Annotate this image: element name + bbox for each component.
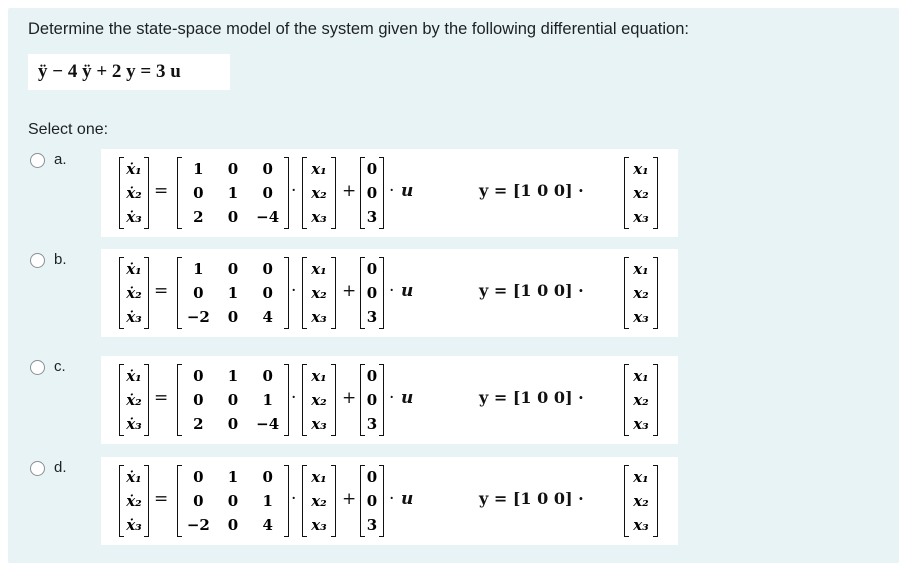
matrix-entry: −4 xyxy=(256,208,280,226)
differential-equation: ÿ − 4 ÿ + 2 y = 3 u xyxy=(28,54,230,90)
vector-entry: x₂ xyxy=(633,284,649,302)
vector-entry: x₂ xyxy=(311,184,327,202)
output-state-vector xyxy=(628,257,654,329)
radio-button[interactable] xyxy=(30,253,45,268)
vector-entry: 3 xyxy=(366,308,378,326)
matrix-entry: 0 xyxy=(262,284,273,302)
dot-sign: · xyxy=(291,181,297,201)
output-equation-prefix: y = [1 0 0] · xyxy=(479,489,584,508)
state-derivative-vector xyxy=(123,364,145,436)
matrix-entry: 0 xyxy=(227,208,239,226)
state-vector xyxy=(306,465,332,537)
vector-entry: ẋ₁ xyxy=(126,160,142,178)
option-letter: a. xyxy=(54,151,67,168)
state-derivative-vector xyxy=(123,465,145,537)
vector-entry: 0 xyxy=(366,184,378,202)
dot-sign: · xyxy=(389,489,395,509)
vector-entry: x₃ xyxy=(311,308,327,326)
vector-entry: 0 xyxy=(366,160,378,178)
matrix-entry: 1 xyxy=(227,184,239,202)
vector-entry: x₁ xyxy=(311,160,327,178)
system-matrix xyxy=(181,157,285,229)
matrix-entry: −2 xyxy=(186,516,210,534)
vector-entry: 0 xyxy=(366,492,378,510)
matrix-entry: 0 xyxy=(227,308,239,326)
matrix-entry: 1 xyxy=(227,284,239,302)
vector-entry: ẋ₂ xyxy=(126,184,142,202)
matrix-entry: −2 xyxy=(186,308,210,326)
system-matrix xyxy=(181,465,285,537)
dot-sign: · xyxy=(389,281,395,301)
answer-option[interactable] xyxy=(8,356,899,446)
matrix-entry: 2 xyxy=(193,415,204,433)
vector-entry: x₂ xyxy=(311,492,327,510)
vector-entry: x₃ xyxy=(633,415,649,433)
vector-entry: x₃ xyxy=(633,308,649,326)
vector-entry: ẋ₁ xyxy=(126,468,142,486)
vector-entry: ẋ₁ xyxy=(126,367,142,385)
option-letter: b. xyxy=(54,251,67,268)
state-derivative-vector xyxy=(123,157,145,229)
input-vector xyxy=(364,257,380,329)
vector-entry: x₂ xyxy=(311,391,327,409)
vector-entry: x₂ xyxy=(633,184,649,202)
answer-option[interactable] xyxy=(8,149,899,239)
equals-sign: = xyxy=(154,489,169,509)
matrix-entry: 4 xyxy=(262,308,273,326)
question-text: Determine the state-space model of the system given by the following differential equation: xyxy=(28,20,689,38)
vector-entry: 0 xyxy=(366,391,378,409)
answer-option[interactable] xyxy=(8,457,899,547)
vector-entry: x₃ xyxy=(633,516,649,534)
matrix-entry: 0 xyxy=(193,184,204,202)
option-equation xyxy=(101,249,678,337)
matrix-entry: 1 xyxy=(262,391,273,409)
dot-sign: · xyxy=(291,489,297,509)
vector-entry: x₁ xyxy=(633,367,649,385)
input-variable: u xyxy=(401,281,414,301)
matrix-entry: 4 xyxy=(262,516,273,534)
vector-entry: x₁ xyxy=(633,468,649,486)
state-vector xyxy=(306,257,332,329)
answer-option[interactable] xyxy=(8,249,899,339)
matrix-entry: 0 xyxy=(262,184,273,202)
vector-entry: ẋ₃ xyxy=(126,415,142,433)
vector-entry: ẋ₂ xyxy=(126,492,142,510)
output-state-vector xyxy=(628,465,654,537)
matrix-entry: 0 xyxy=(262,367,273,385)
vector-entry: ẋ₃ xyxy=(126,208,142,226)
vector-entry: x₁ xyxy=(633,160,649,178)
vector-entry: 0 xyxy=(366,468,378,486)
state-vector xyxy=(306,157,332,229)
plus-sign: + xyxy=(342,489,357,509)
radio-button[interactable] xyxy=(30,360,45,375)
state-derivative-vector xyxy=(123,257,145,329)
question-panel xyxy=(8,8,899,563)
vector-entry: x₁ xyxy=(311,468,327,486)
matrix-entry: 1 xyxy=(193,260,204,278)
matrix-entry: 0 xyxy=(193,468,204,486)
vector-entry: 0 xyxy=(366,367,378,385)
radio-button[interactable] xyxy=(30,461,45,476)
matrix-entry: 2 xyxy=(193,208,204,226)
option-letter: c. xyxy=(54,358,66,375)
matrix-entry: 1 xyxy=(227,367,239,385)
vector-entry: 3 xyxy=(366,415,378,433)
vector-entry: x₃ xyxy=(633,208,649,226)
matrix-entry: 0 xyxy=(262,468,273,486)
plus-sign: + xyxy=(342,388,357,408)
option-equation xyxy=(101,149,678,237)
matrix-entry: 0 xyxy=(227,260,239,278)
matrix-entry: 0 xyxy=(193,391,204,409)
input-variable: u xyxy=(401,489,414,509)
vector-entry: 0 xyxy=(366,260,378,278)
equals-sign: = xyxy=(154,281,169,301)
vector-entry: x₃ xyxy=(311,208,327,226)
output-state-vector xyxy=(628,157,654,229)
option-equation xyxy=(101,356,678,444)
vector-entry: x₂ xyxy=(633,391,649,409)
vector-entry: x₁ xyxy=(311,260,327,278)
equals-sign: = xyxy=(154,181,169,201)
option-letter: d. xyxy=(54,459,67,476)
vector-entry: ẋ₁ xyxy=(126,260,142,278)
matrix-entry: 1 xyxy=(193,160,204,178)
input-vector xyxy=(364,364,380,436)
matrix-entry: 0 xyxy=(227,391,239,409)
output-equation-prefix: y = [1 0 0] · xyxy=(479,181,584,200)
plus-sign: + xyxy=(342,281,357,301)
input-variable: u xyxy=(401,181,414,201)
vector-entry: x₂ xyxy=(311,284,327,302)
matrix-entry: 1 xyxy=(262,492,273,510)
matrix-entry: −4 xyxy=(256,415,280,433)
vector-entry: 3 xyxy=(366,208,378,226)
input-variable: u xyxy=(401,388,414,408)
vector-entry: 3 xyxy=(366,516,378,534)
dot-sign: · xyxy=(291,281,297,301)
select-one-label: Select one: xyxy=(28,121,109,138)
dot-sign: · xyxy=(291,388,297,408)
output-state-vector xyxy=(628,364,654,436)
matrix-entry: 0 xyxy=(227,415,239,433)
matrix-entry: 0 xyxy=(193,284,204,302)
vector-entry: x₁ xyxy=(633,260,649,278)
matrix-entry: 0 xyxy=(227,160,239,178)
output-equation-prefix: y = [1 0 0] · xyxy=(479,281,584,300)
vector-entry: x₃ xyxy=(311,516,327,534)
vector-entry: x₃ xyxy=(311,415,327,433)
vector-entry: ẋ₃ xyxy=(126,308,142,326)
input-vector xyxy=(364,157,380,229)
matrix-entry: 0 xyxy=(193,367,204,385)
matrix-entry: 0 xyxy=(262,160,273,178)
matrix-entry: 0 xyxy=(227,492,239,510)
system-matrix xyxy=(181,257,285,329)
dot-sign: · xyxy=(389,181,395,201)
system-matrix xyxy=(181,364,285,436)
equals-sign: = xyxy=(154,388,169,408)
radio-button[interactable] xyxy=(30,153,45,168)
matrix-entry: 0 xyxy=(227,516,239,534)
plus-sign: + xyxy=(342,181,357,201)
matrix-entry: 0 xyxy=(262,260,273,278)
vector-entry: 0 xyxy=(366,284,378,302)
vector-entry: ẋ₂ xyxy=(126,391,142,409)
state-vector xyxy=(306,364,332,436)
input-vector xyxy=(364,465,380,537)
output-equation-prefix: y = [1 0 0] · xyxy=(479,388,584,407)
vector-entry: x₂ xyxy=(633,492,649,510)
matrix-entry: 0 xyxy=(193,492,204,510)
matrix-entry: 1 xyxy=(227,468,239,486)
vector-entry: ẋ₃ xyxy=(126,516,142,534)
option-equation xyxy=(101,457,678,545)
vector-entry: ẋ₂ xyxy=(126,284,142,302)
dot-sign: · xyxy=(389,388,395,408)
vector-entry: x₁ xyxy=(311,367,327,385)
